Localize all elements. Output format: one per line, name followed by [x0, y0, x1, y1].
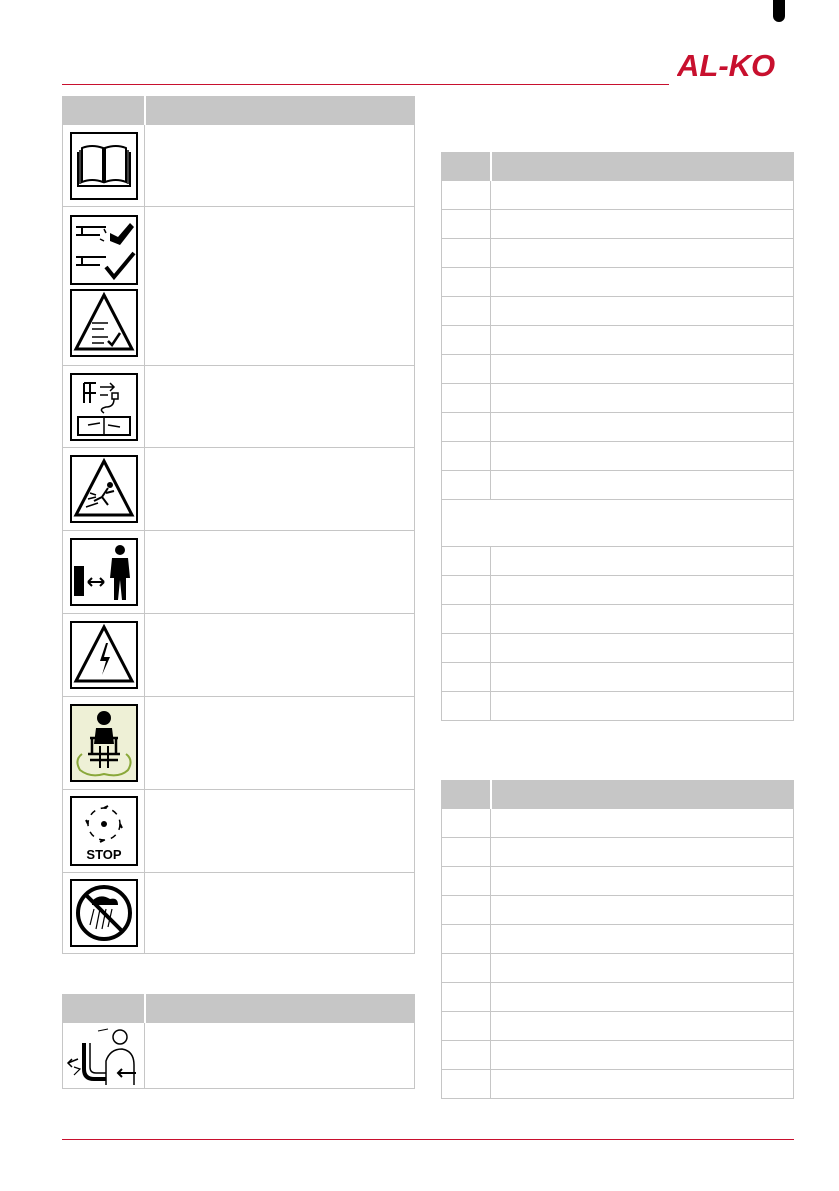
table-row [63, 448, 415, 531]
table-row [442, 663, 794, 692]
blade-stop-icon [70, 796, 138, 866]
table-row [442, 692, 794, 721]
table-row [442, 1041, 794, 1070]
table-header-row [63, 97, 415, 125]
table-row [442, 605, 794, 634]
read-manual-icon [70, 132, 138, 200]
table-row [442, 809, 794, 838]
keep-distance-icon [70, 538, 138, 606]
table-row [442, 355, 794, 384]
electric-shock-warning-icon [70, 621, 138, 689]
table-row [442, 896, 794, 925]
table-row [442, 634, 794, 663]
table-row [442, 867, 794, 896]
table-row [63, 790, 415, 873]
table-row [442, 1012, 794, 1041]
keep-cable-away-icon [70, 704, 138, 782]
table-row [442, 413, 794, 442]
table-row [442, 181, 794, 210]
table-row [442, 210, 794, 239]
table-row [63, 1023, 415, 1089]
table-header-row [63, 995, 415, 1023]
header-rule [62, 84, 669, 85]
table-row [442, 239, 794, 268]
spec-table [441, 780, 794, 1099]
svg-text:STOP: STOP [85, 847, 122, 862]
disconnect-plug-before-maintenance-icon [70, 373, 138, 441]
table-row [442, 297, 794, 326]
table-row [442, 326, 794, 355]
svg-text:AL-KO: AL-KO [677, 48, 776, 83]
table-row [442, 576, 794, 605]
table-row [63, 125, 415, 207]
table-row [442, 471, 794, 500]
table-row [442, 954, 794, 983]
warning-blade-hand-icon [70, 289, 138, 357]
start-lever-icon [64, 1025, 144, 1087]
table-row [442, 384, 794, 413]
table-row [442, 925, 794, 954]
warning-thrown-objects-icon [70, 455, 138, 523]
table-row [442, 547, 794, 576]
table-row [442, 442, 794, 471]
table-section-row [442, 500, 794, 547]
no-rain-icon [70, 879, 138, 947]
table-row [442, 1070, 794, 1099]
table-header-row [442, 153, 794, 181]
table-row [63, 531, 415, 614]
crop-mark [773, 0, 785, 22]
table-row [63, 697, 415, 790]
footer-rule [62, 1139, 794, 1140]
table-header-row [442, 781, 794, 809]
table-row [63, 873, 415, 954]
table-row [442, 838, 794, 867]
table-row [63, 207, 415, 366]
hand-sharp-blade-icon [70, 215, 138, 285]
alko-logo [677, 47, 797, 87]
parts-table [441, 152, 794, 721]
table-row [442, 983, 794, 1012]
control-table [62, 994, 415, 1089]
table-row [63, 614, 415, 697]
table-row [63, 366, 415, 448]
symbol-table [62, 96, 415, 954]
table-row [442, 268, 794, 297]
